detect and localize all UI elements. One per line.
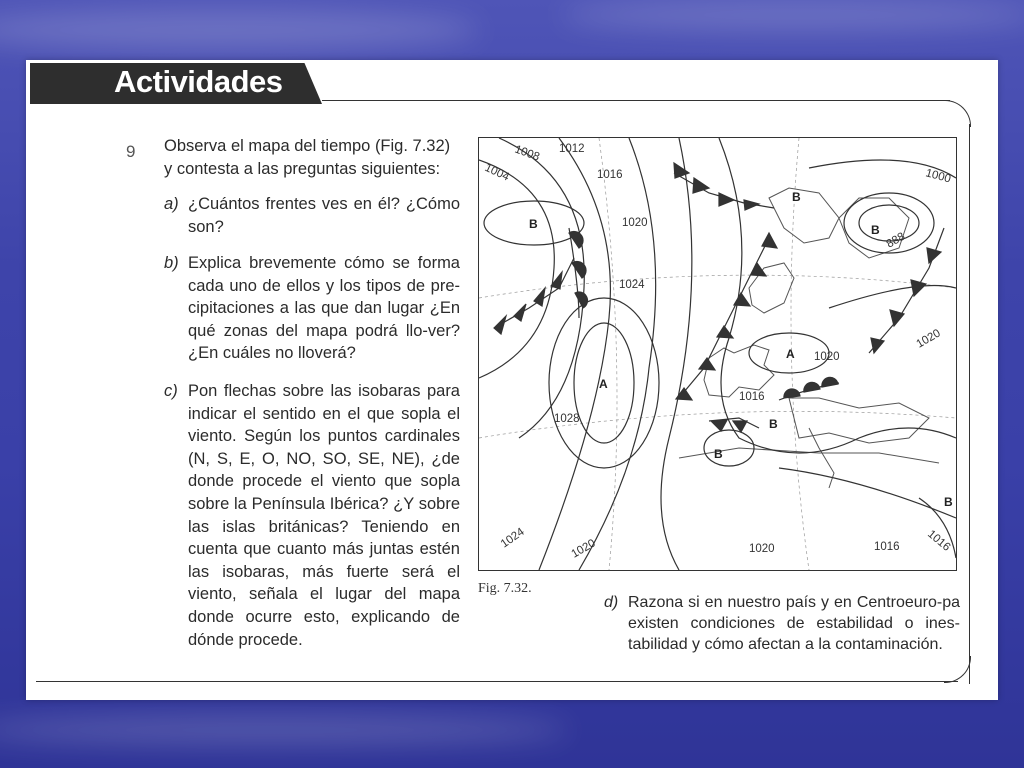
item-tag: a) (164, 195, 179, 213)
isobar-label: 1016 (739, 391, 765, 403)
isobar-label: 1020 (622, 217, 648, 229)
pressure-center-label: B (944, 495, 953, 509)
isobar-label: 1000 (924, 167, 953, 186)
item-text: ¿Cuántos frentes ves en él? ¿Cómo son? (188, 195, 460, 236)
item-tag: b) (164, 254, 179, 272)
isobar-label: 1024 (498, 525, 527, 551)
background-streak (0, 715, 570, 745)
frame-line (36, 681, 958, 682)
isobar-label: 1020 (569, 537, 598, 561)
pressure-center-label: A (786, 347, 795, 361)
item-tag: d) (604, 594, 619, 611)
isobar-label: 1020 (914, 327, 943, 351)
question-item-d (604, 592, 964, 655)
isobar-label: 1028 (554, 413, 580, 425)
isobar-label: 1004 (482, 161, 511, 184)
frame-corner (944, 656, 971, 683)
isobar-label: 1020 (749, 543, 775, 555)
background-streak (0, 10, 480, 50)
pressure-center-label: B (871, 223, 880, 237)
pressure-center-label: B (769, 417, 778, 431)
item-text: Razona si en nuestro país y en Centroeuro-pa existen condiciones de estabilidad o ines-tabilidad y cómo afectan a la contaminación. (628, 594, 960, 653)
section-title: Actividades (114, 64, 283, 99)
isobar-label: 1016 (597, 169, 623, 181)
map-graticule (479, 138, 956, 570)
pressure-center-label: B (792, 190, 801, 204)
question-intro (164, 135, 464, 180)
question-item-b (164, 252, 484, 365)
pressure-center-label: B (529, 217, 538, 231)
isobar-label: 1008 (512, 143, 542, 164)
isobar-label: 1012 (559, 143, 585, 155)
pressure-center-label: A (599, 377, 608, 391)
isobar-label: 888 (884, 230, 908, 251)
item-tag: c) (164, 382, 178, 400)
question-number: 9 (126, 142, 136, 161)
background-streak (560, 0, 1024, 30)
map-fronts (494, 163, 944, 432)
frame-line (322, 100, 950, 101)
question-item-c (164, 380, 484, 651)
pressure-center-label: B (714, 447, 723, 461)
item-text: Explica brevemente cómo se forma cada uno de ellos y los tipos de pre-cipitaciones a las que dan lugar ¿En qué zonas del mapa podrá llo-ver? ¿En cuáles no lloverá? (188, 254, 460, 363)
frame-line (969, 124, 970, 684)
activity-page (26, 60, 998, 700)
figure-caption: Fig. 7.32. (478, 581, 532, 596)
isobar-label: 1016 (925, 528, 953, 554)
isobar-label: 1024 (619, 279, 645, 291)
intro-line: y contesta a las preguntas siguientes: (164, 159, 441, 178)
question-item-a (164, 193, 484, 238)
intro-line: Observa el mapa del tiempo (Fig. 7.32) (164, 137, 451, 155)
weather-map (478, 137, 957, 571)
isobar-label: 1020 (814, 351, 840, 363)
frame-corner (944, 100, 971, 127)
map-isobars (479, 138, 956, 570)
item-text: Pon flechas sobre las isobaras para indicar el sentido en el que sopla el viento. Según los puntos cardinales (N, S, E, O, NO, SO, SE, NE), ¿de donde procede el viento que sopla sobre la Península Ibérica? ¿Y sobre las islas británicas? Teniendo en cuenta que cuanto más juntas estén las isobaras, más fuerte será el viento, señala el lugar del mapa donde ocurre esto, explicando de dónde procede. (188, 382, 460, 649)
isobar-label: 1016 (874, 541, 900, 553)
